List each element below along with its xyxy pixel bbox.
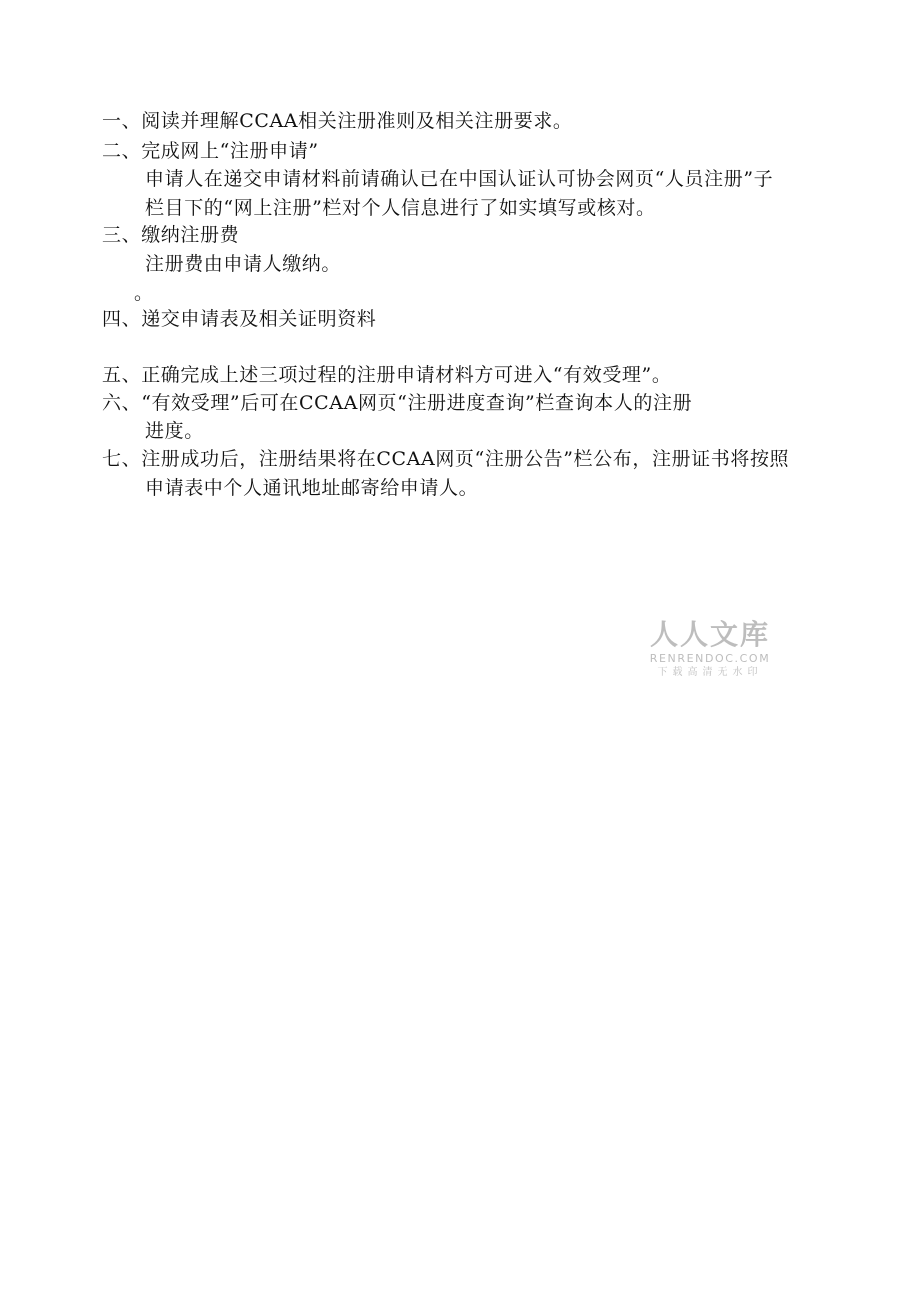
step-number: 七、 [102, 448, 142, 470]
step-number: 四、 [102, 308, 142, 330]
stray-period-text: 。 [134, 282, 154, 304]
step-number: 五、 [102, 364, 142, 386]
step-text: “有效受理”后可在CCAA网页“注册进度查询”栏查询本人的注册 [141, 392, 693, 414]
step-7-detail [145, 475, 478, 501]
step-2-detail-line-2 [145, 195, 656, 221]
step-detail-text: 进度。 [145, 420, 204, 442]
step-detail-text: 栏目下的“网上注册”栏对个人信息进行了如实填写或核对。 [145, 197, 656, 219]
step-2-detail-line-1 [145, 166, 773, 192]
step-detail-text: 申请人在递交申请材料前请确认已在中国认证认可协会网页“人员注册”子 [145, 168, 774, 190]
step-7 [102, 446, 789, 472]
step-2 [102, 138, 319, 164]
step-detail-text: 申请表中个人通讯地址邮寄给申请人。 [145, 477, 479, 499]
watermark-domain: RENRENDOC.COM [649, 652, 771, 665]
step-text: 递交申请表及相关证明资料 [141, 308, 377, 330]
step-detail-text: 注册费由申请人缴纳。 [145, 253, 342, 275]
watermark-logo [640, 618, 780, 680]
step-1 [102, 108, 573, 134]
watermark-tagline: 下载高清无水印 [657, 667, 763, 678]
step-text: 注册成功后，注册结果将在CCAA网页“注册公告”栏公布，注册证书将按照 [141, 448, 790, 470]
step-text: 缴纳注册费 [141, 224, 240, 246]
step-4 [102, 306, 376, 332]
step-5 [102, 362, 671, 388]
step-number: 六、 [102, 392, 142, 414]
stray-period [134, 280, 154, 306]
step-number: 二、 [102, 140, 142, 162]
step-3 [102, 222, 239, 248]
step-text: 正确完成上述三项过程的注册申请材料方可进入“有效受理”。 [141, 364, 672, 386]
watermark-title: 人人文库 [649, 618, 770, 651]
step-number: 一、 [102, 110, 142, 132]
step-6 [102, 390, 692, 416]
step-3-detail [145, 251, 341, 277]
step-6-detail [145, 418, 204, 444]
step-text: 阅读并理解CCAA相关注册准则及相关注册要求。 [141, 110, 573, 132]
step-number: 三、 [102, 224, 142, 246]
step-text: 完成网上“注册申请” [141, 140, 319, 162]
